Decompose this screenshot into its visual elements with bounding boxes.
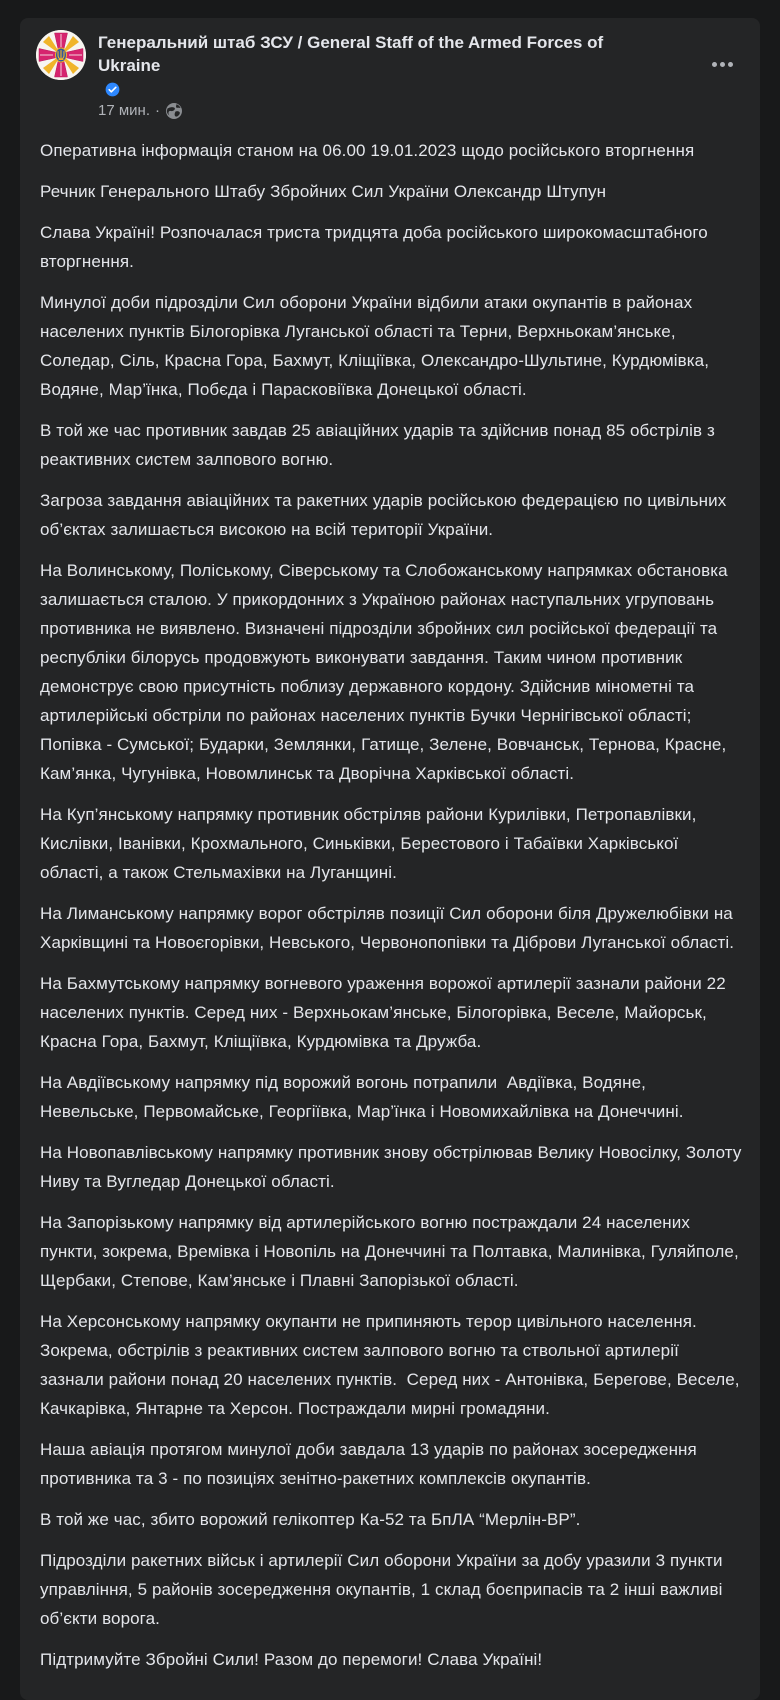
- timestamp[interactable]: 17 мин.: [98, 102, 150, 119]
- page-name-link[interactable]: Генеральний штаб ЗСУ / General Staff of the Armed Forces of Ukraine: [98, 33, 604, 75]
- post-meta: [98, 102, 653, 120]
- post-paragraph: На Куп’янському напрямку противник обстріляв райони Курилівки, Петропавлівки, Кислівки, Іванівки, Крохмального, Синьківки, Берестового і Табаївки Харківської області, а також Стельмахівки на Луганщині.: [40, 805, 702, 882]
- general-staff-emblem-icon: [36, 30, 86, 80]
- post-paragraph: Загроза завдання авіаційних та ракетних ударів російською федерацією по цивільних об’єктах залишається високою на всій території України.: [40, 491, 732, 539]
- post-paragraph: Наша авіація протягом минулої доби завдала 13 ударів по районах зосередження противника та 3 - по позиціях зенітно-ракетних комплексів окупантів.: [40, 1440, 702, 1488]
- more-options-icon: [712, 62, 733, 67]
- post-paragraph: Речник Генерального Штабу Збройних Сил України Олександр Штупун: [40, 182, 607, 201]
- post-paragraph: На Запорізькому напрямку від артилерійського вогню постраждали 24 населених пункти, зокрема, Времівка і Новопіль на Донеччині та Полтавка, Малинівка, Гуляйполе, Щербаки, Степове, Кам’янське і Плавні Запорізької області.: [40, 1213, 744, 1290]
- post-text: [36, 126, 747, 1674]
- badge-row: [105, 82, 653, 97]
- meta-separator: ·: [155, 102, 160, 119]
- post-header-text: [98, 30, 653, 120]
- globe-privacy-icon: [166, 103, 182, 119]
- post-paragraph: В той же час, збито ворожий гелікоптер Ка-52 та БпЛА “Мерлін-ВР”.: [40, 1510, 581, 1529]
- post-paragraph: Слава Україні! Розпочалася триста тридцята доба російського широкомасштабного вторгнення.: [40, 223, 713, 271]
- verified-badge-icon: [105, 82, 120, 97]
- post-paragraph: На Авдіївському напрямку під ворожий вогонь потрапили Авдіївка, Водяне, Невельське, Первомайське, Георгіївка, Мар’їнка і Новомихайлівка на Донеччині.: [40, 1073, 684, 1121]
- avatar[interactable]: [36, 30, 86, 80]
- post-paragraph: На Бахмутському напрямку вогневого ураження ворожої артилерії зазнали райони 22 населених пунктів. Серед них - Верхньокам’янське, Білогорівка, Веселе, Майорськ, Красна Гора, Бахмут, Кліщіївка, Курдюмівка та Дружба.: [40, 974, 731, 1051]
- post-paragraph: Підрозділи ракетних військ і артилерії Сил оборони України за добу уразили 3 пункти управління, 5 районів зосередження окупантів, 1 склад боєприпасів та 2 інші важливі об’єкти ворога.: [40, 1551, 728, 1628]
- facebook-post-card: [20, 18, 760, 1700]
- post-paragraph: На Новопавлівському напрямку противник знову обстрілював Велику Новосілку, Золоту Ниву та Вугледар Донецької області.: [40, 1143, 747, 1191]
- post-paragraph: Підтримуйте Збройні Сили! Разом до перемоги! Слава Україні!: [40, 1650, 543, 1669]
- more-options-button[interactable]: [704, 46, 740, 82]
- post-paragraph: На Волинському, Поліському, Сіверському та Слобожанському напрямках обстановка залишається сталою. У прикордонних з Україною районах наступальних угруповань противника не виявлено. Визначені підрозділи збройних сил російської федерації та республіки білорусь продовжують виконувати завдання. Таким чином противник демонструє свою присутність поблизу державного кордону. Здійснив мінометні та артилерійські обстріли по районах населених пунктів Бучки Чернігівської області; Попівка - Сумської; Бударки, Землянки, Гатище, Зелене, Вовчанськ, Тернова, Красне, Кам’янка, Чугунівка, Новомлинськ та Дворічна Харківської області.: [40, 561, 733, 783]
- post-paragraph: Минулої доби підрозділи Сил оборони України відбили атаки окупантів в районах населених пунктів Білогорівка Луганської області та Терни, Верхньокам’янське, Соледар, Сіль, Красна Гора, Бахмут, Кліщіївка, Олександро-Шультине, Курдюмівка, Водяне, Мар’їнка, Побєда і Парасковіївка Донецької області.: [40, 293, 714, 399]
- post-paragraph: Оперативна інформація станом на 06.00 19.01.2023 щодо російського вторгнення: [40, 141, 695, 160]
- post-paragraph: На Лиманському напрямку ворог обстріляв позиції Сил оборони біля Дружелюбівки на Харківщині та Новоєгорівки, Невського, Червонопопівки та Діброви Луганської області.: [40, 904, 738, 952]
- post-header: [36, 30, 744, 126]
- post-paragraph: На Херсонському напрямку окупанти не припиняють терор цивільного населення. Зокрема, обстрілів з реактивних систем залпового вогню та ствольної артилерії зазнали райони понад 20 населених пунктів. Серед них - Антонівка, Берегове, Веселе, Качкарівка, Янтарне та Херсон. Постраждали мирні громадяни.: [40, 1312, 745, 1418]
- post-paragraph: В той же час противник завдав 25 авіаційних ударів та здійснив понад 85 обстрілів з реактивних систем залпового вогню.: [40, 421, 720, 469]
